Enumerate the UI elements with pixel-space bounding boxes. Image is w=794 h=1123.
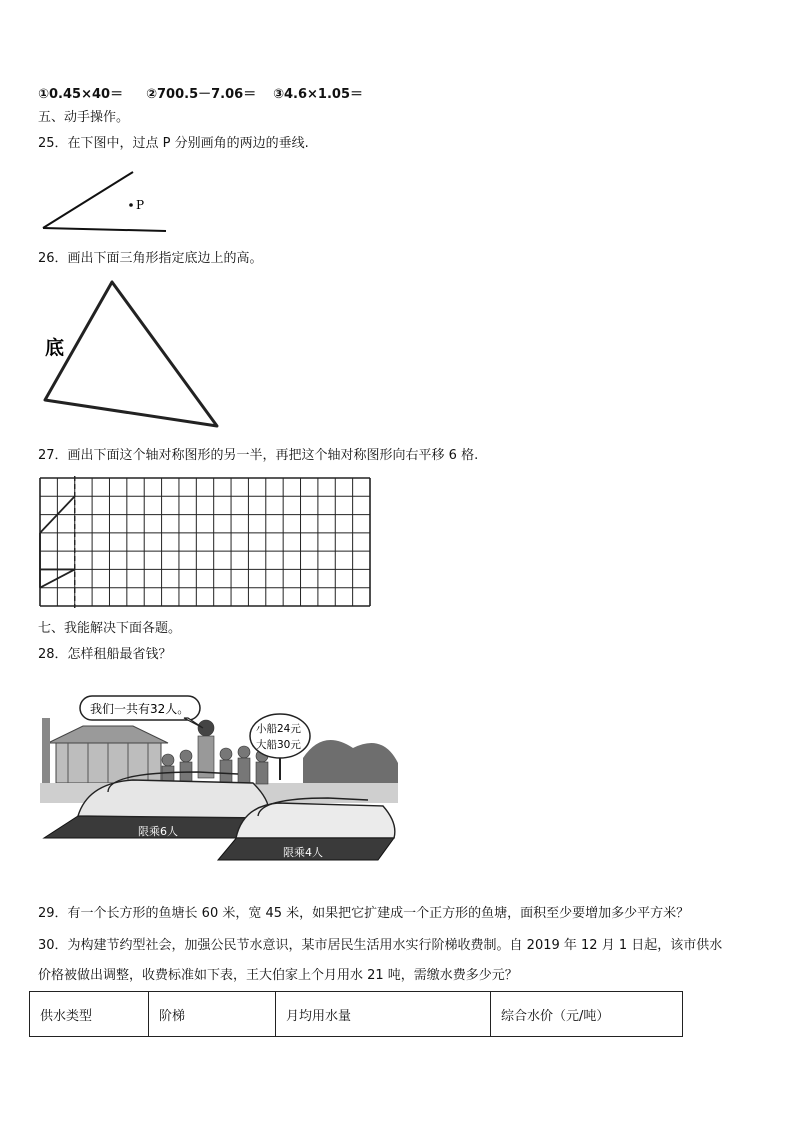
question-29: 29．有一个长方形的鱼塘长 60 米，宽 45 米，如果把它扩建成一个正方形的鱼塘，面积至少要增加多少平方米？ (38, 906, 690, 921)
price-sign-shape (250, 714, 310, 758)
trees-right (303, 740, 398, 788)
question-30-line2: 价格被做出调整，收费标准如下表，王大伯家上个月用水 21 吨，需缴水费多少元？ (38, 968, 518, 983)
calc-1: ①0.45×40＝ (38, 87, 124, 102)
calc-3: ③4.6×1.05＝ (273, 87, 364, 102)
section-five-title: 五、动手操作。 (38, 110, 130, 125)
small-boat-label: 限乘4人 (283, 846, 323, 859)
calc-2: ②700.5－7.06＝ (146, 87, 257, 102)
question-28: 28．怎样租船最省钱？ (38, 647, 172, 662)
angle-figure (38, 165, 168, 235)
table-header-row (30, 992, 683, 1037)
triangle-figure (40, 278, 225, 430)
question-25: 25．在下图中，过点 P 分别画角的两边的垂线. (38, 136, 309, 151)
header-monthly-usage: 月均用水量 (276, 992, 491, 1037)
triangle-shape (45, 282, 217, 426)
angle-upper-ray (43, 172, 133, 228)
header-supply-type: 供水类型 (30, 992, 149, 1037)
price-small-text: 小船24元 (256, 723, 301, 735)
question-27: 27．画出下面这个轴对称图形的另一半，再把这个轴对称图形向右平移 6 格. (38, 448, 479, 463)
question-26: 26．画出下面三角形指定底边上的高。 (38, 251, 263, 266)
large-boat-label: 限乘6人 (138, 825, 178, 838)
point-p-label: P (136, 198, 145, 212)
symmetry-grid (38, 476, 372, 608)
speech-bubble-text: 我们一共有32人。 (90, 702, 190, 716)
angle-lower-ray (43, 228, 166, 231)
boat-rental-illustration (38, 688, 400, 870)
point-p-dot (129, 203, 133, 207)
section-seven-title: 七、我能解决下面各题。 (38, 621, 182, 636)
header-price: 综合水价（元/吨） (491, 992, 683, 1037)
question-30-line1: 30．为构建节约型社会，加强公民节水意识，某市居民生活用水实行阶梯收费制。自 2019 年 12 月 1 日起，该市供水 (38, 938, 723, 953)
pillar-left (42, 718, 50, 788)
price-large-text: 大船30元 (256, 739, 301, 751)
base-label: 底 (45, 337, 65, 359)
water-price-table (29, 991, 683, 1037)
header-tier: 阶梯 (149, 992, 276, 1037)
